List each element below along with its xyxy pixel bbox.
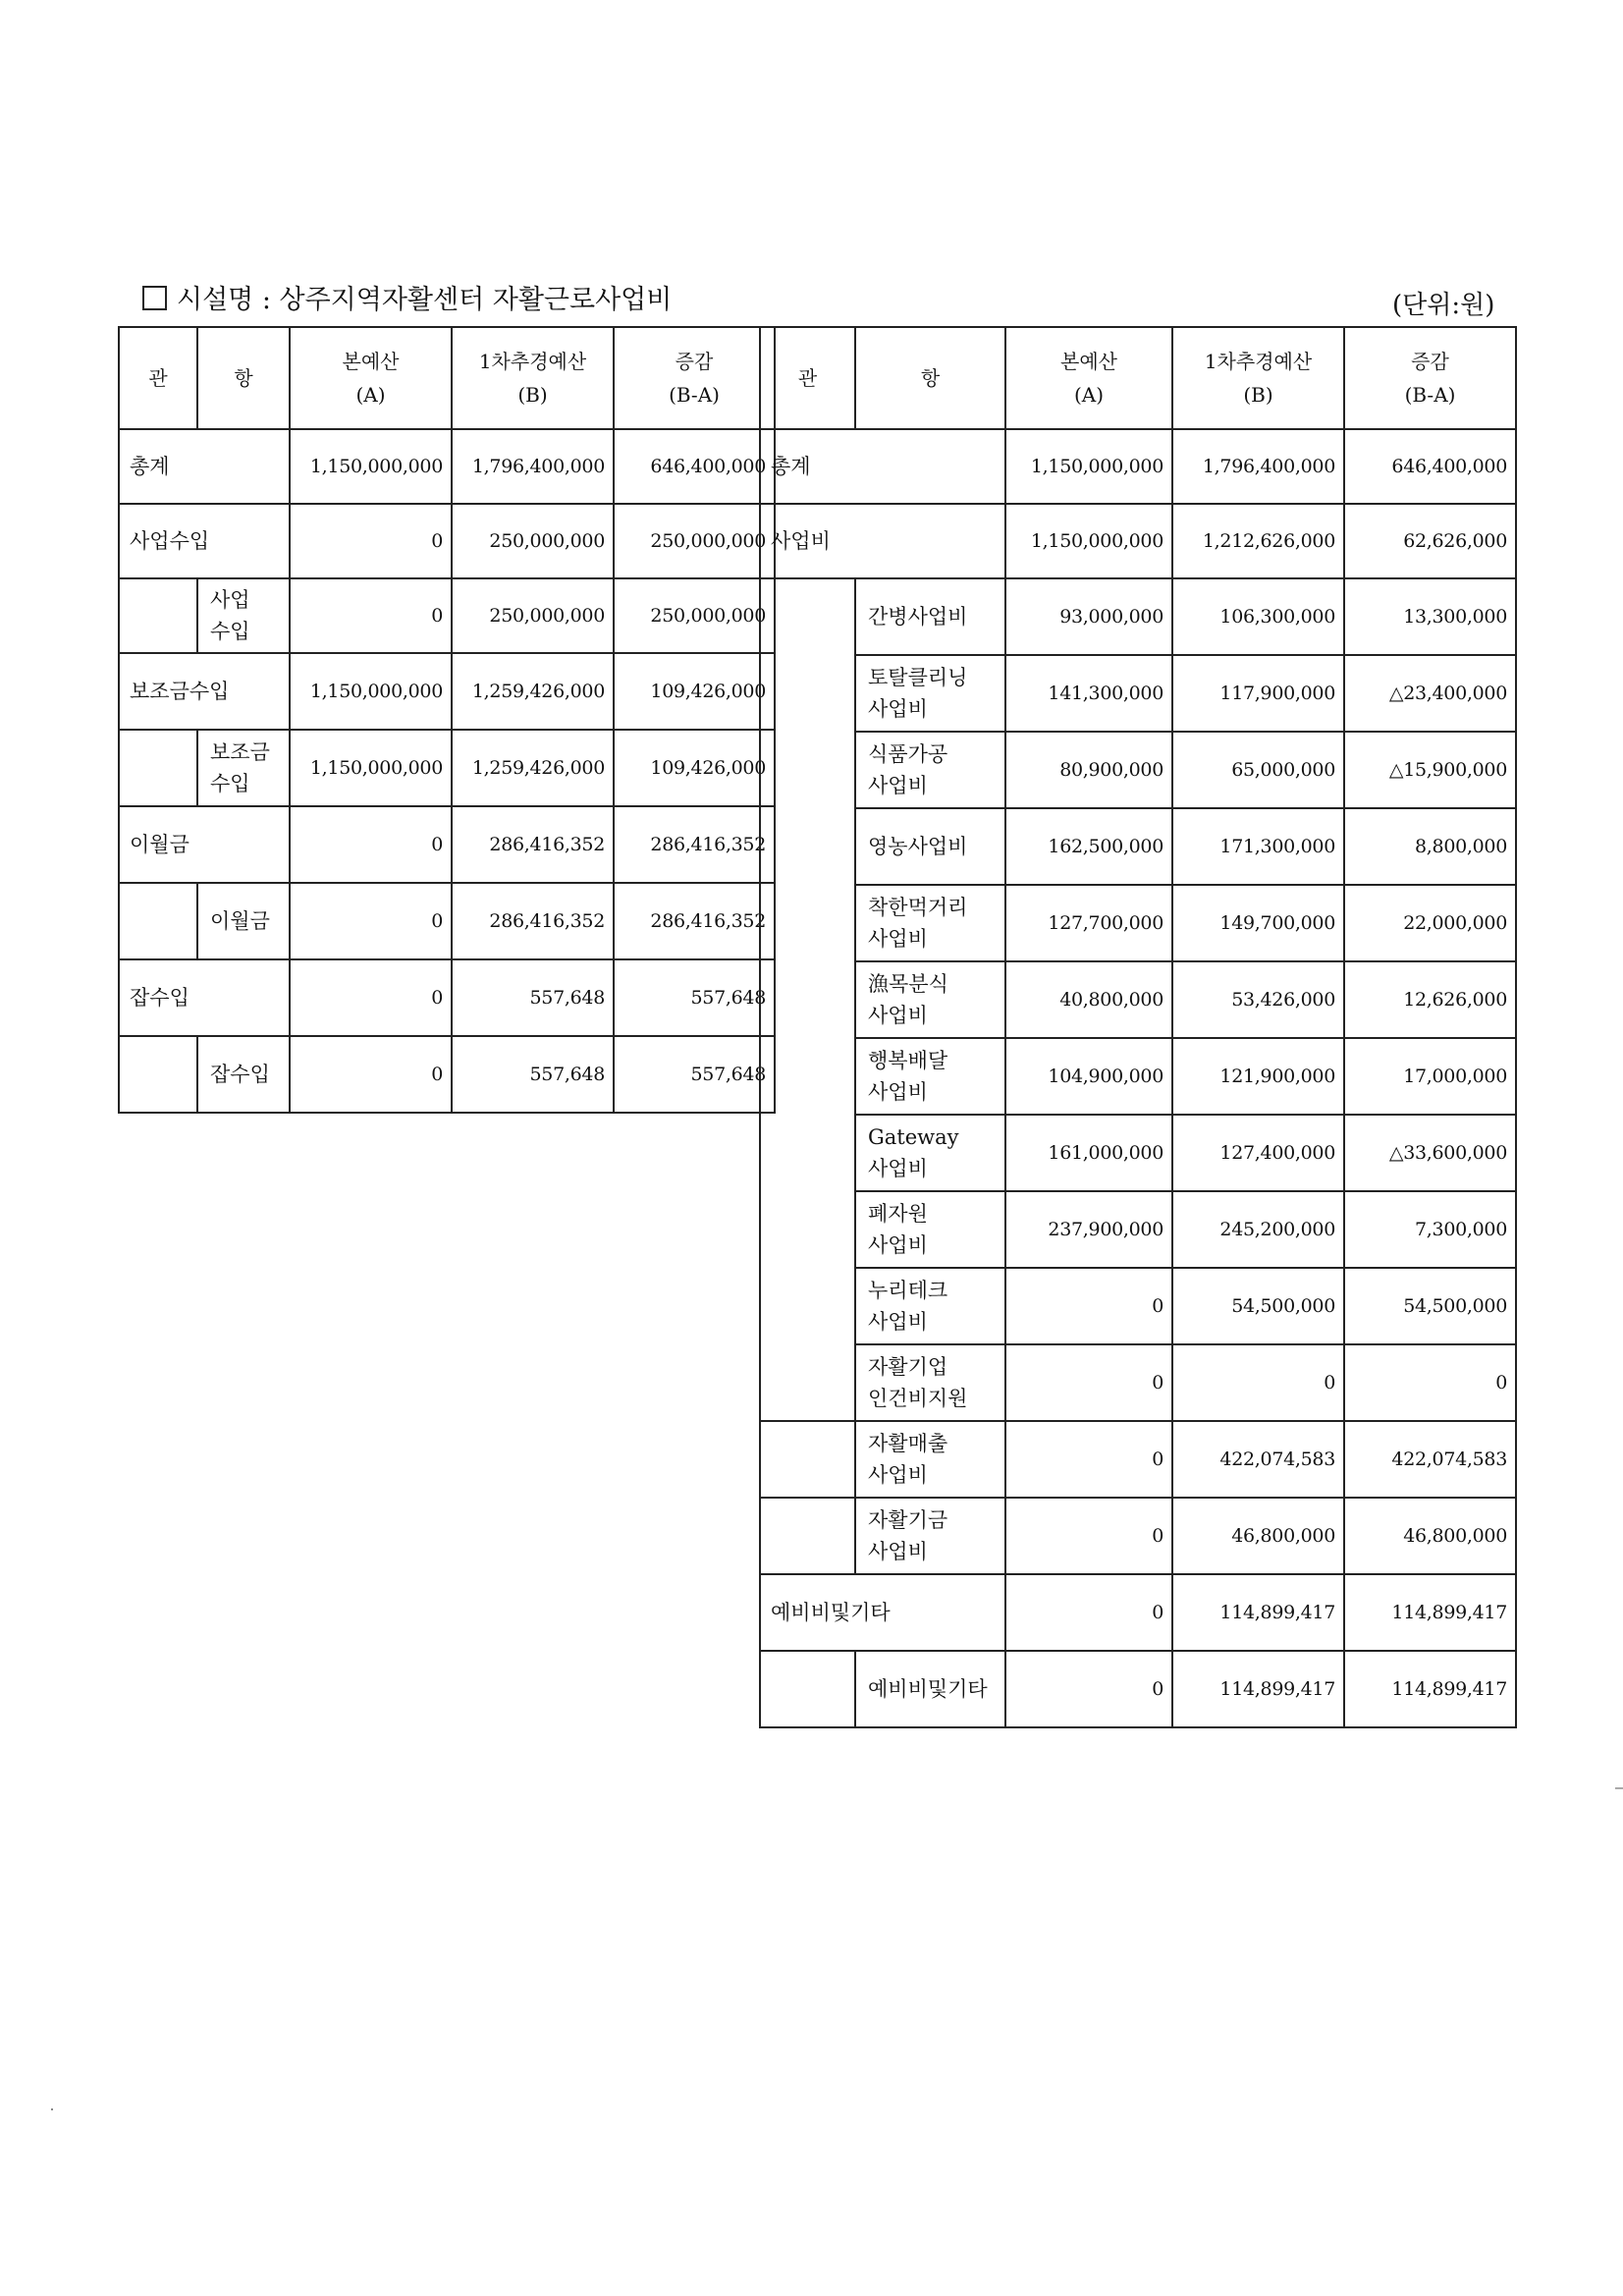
header-first-supplementary: 1차추경예산 (B) [1172,327,1344,429]
unit-label: (단위:원) [1392,291,1495,320]
value-b: 1,212,626,000 [1172,504,1344,578]
value-b: 53,426,000 [1172,961,1344,1038]
value-a: 0 [290,504,452,578]
value-a: 0 [1005,1498,1172,1574]
value-diff: 109,426,000 [614,730,775,806]
checkbox-square-icon [142,286,167,310]
table-row [760,1651,1516,1727]
table-row [119,429,775,504]
row-label: 보조금수입 [119,653,290,730]
value-a: 0 [1005,1421,1172,1498]
table-row [760,885,1516,961]
row-sublabel: 자활기업 인건비지원 [855,1344,1005,1421]
expense-table [759,326,1517,1728]
header-difference: 증감 (B-A) [614,327,775,429]
row-sublabel: 자활매출 사업비 [855,1421,1005,1498]
value-a: 93,000,000 [1005,578,1172,655]
row-label: 이월금 [119,806,290,883]
value-a: 141,300,000 [1005,655,1172,732]
document-title [142,278,672,316]
value-diff: 17,000,000 [1344,1038,1516,1115]
row-sublabel: 누리테크 사업비 [855,1268,1005,1344]
table-row [119,730,775,806]
header-gwan: 관 [760,327,855,429]
header-difference: 증감 (B-A) [1344,327,1516,429]
value-b: 286,416,352 [452,883,614,959]
table-row [119,1036,775,1113]
scan-margin-mark [1615,1787,1623,1789]
facility-title: 시설명 : 상주지역자활센터 자활근로사업비 [177,285,673,315]
value-a: 162,500,000 [1005,808,1172,885]
empty-cell [760,1421,855,1498]
value-diff: 62,626,000 [1344,504,1516,578]
revenue-table [118,326,776,1114]
row-sublabel: 사업 수입 [197,578,290,653]
value-b: 171,300,000 [1172,808,1344,885]
value-diff: 12,626,000 [1344,961,1516,1038]
table-row [760,1191,1516,1268]
table-row [760,1115,1516,1191]
value-b: 54,500,000 [1172,1268,1344,1344]
table-row [760,732,1516,808]
header-hang: 항 [855,327,1005,429]
revenue-header-row [119,327,775,429]
header-original-budget: 본예산 (A) [1005,327,1172,429]
row-label: 잡수입 [119,959,290,1036]
table-row [760,1574,1516,1651]
value-diff: △23,400,000 [1344,655,1516,732]
value-diff: △33,600,000 [1344,1115,1516,1191]
header-first-supplementary: 1차추경예산 (B) [452,327,614,429]
value-a: 1,150,000,000 [1005,504,1172,578]
empty-cell [760,1651,855,1727]
value-b: 117,900,000 [1172,655,1344,732]
table-row [119,883,775,959]
value-diff: 422,074,583 [1344,1421,1516,1498]
value-diff: 7,300,000 [1344,1191,1516,1268]
value-b: 149,700,000 [1172,885,1344,961]
row-label: 예비비및기타 [760,1574,1005,1651]
value-b: 114,899,417 [1172,1651,1344,1727]
empty-cell [119,1036,197,1113]
value-a: 0 [290,806,452,883]
empty-cell [119,578,197,653]
value-b: 557,648 [452,1036,614,1113]
row-sublabel: 폐자원 사업비 [855,1191,1005,1268]
empty-cell [760,578,855,1421]
row-label: 사업비 [760,504,1005,578]
value-diff: 286,416,352 [614,883,775,959]
row-sublabel: 행복배달 사업비 [855,1038,1005,1115]
row-sublabel: 영농사업비 [855,808,1005,885]
value-b: 0 [1172,1344,1344,1421]
value-a: 127,700,000 [1005,885,1172,961]
value-diff: 557,648 [614,1036,775,1113]
value-diff: 8,800,000 [1344,808,1516,885]
value-diff: 557,648 [614,959,775,1036]
value-b: 1,796,400,000 [452,429,614,504]
value-diff: 13,300,000 [1344,578,1516,655]
value-b: 422,074,583 [1172,1421,1344,1498]
row-label: 총계 [760,429,1005,504]
table-row [760,808,1516,885]
header-original-budget: 본예산 (A) [290,327,452,429]
value-diff: △15,900,000 [1344,732,1516,808]
table-row [119,653,775,730]
row-sublabel: 漁목분식 사업비 [855,961,1005,1038]
value-b: 46,800,000 [1172,1498,1344,1574]
value-diff: 646,400,000 [614,429,775,504]
table-row [119,806,775,883]
value-a: 0 [290,1036,452,1113]
value-diff: 46,800,000 [1344,1498,1516,1574]
value-diff: 286,416,352 [614,806,775,883]
value-a: 237,900,000 [1005,1191,1172,1268]
value-a: 40,800,000 [1005,961,1172,1038]
row-sublabel: 보조금 수입 [197,730,290,806]
value-a: 1,150,000,000 [1005,429,1172,504]
table-row [760,429,1516,504]
empty-cell [119,730,197,806]
value-a: 0 [1005,1268,1172,1344]
value-b: 121,900,000 [1172,1038,1344,1115]
value-b: 250,000,000 [452,504,614,578]
value-b: 286,416,352 [452,806,614,883]
value-b: 1,796,400,000 [1172,429,1344,504]
row-sublabel: 이월금 [197,883,290,959]
value-diff: 114,899,417 [1344,1574,1516,1651]
value-a: 0 [1005,1344,1172,1421]
table-row [760,655,1516,732]
value-diff: 0 [1344,1344,1516,1421]
value-b: 250,000,000 [452,578,614,653]
value-a: 161,000,000 [1005,1115,1172,1191]
value-b: 106,300,000 [1172,578,1344,655]
empty-cell [119,883,197,959]
row-sublabel: 예비비및기타 [855,1651,1005,1727]
empty-cell [760,1498,855,1574]
value-a: 104,900,000 [1005,1038,1172,1115]
row-sublabel: 간병사업비 [855,578,1005,655]
value-b: 65,000,000 [1172,732,1344,808]
table-row [760,961,1516,1038]
value-b: 557,648 [452,959,614,1036]
header-gwan: 관 [119,327,197,429]
value-a: 0 [1005,1651,1172,1727]
value-b: 114,899,417 [1172,1574,1344,1651]
value-diff: 250,000,000 [614,504,775,578]
value-a: 0 [1005,1574,1172,1651]
value-a: 1,150,000,000 [290,429,452,504]
row-sublabel: Gateway 사업비 [855,1115,1005,1191]
value-b: 127,400,000 [1172,1115,1344,1191]
value-a: 0 [290,959,452,1036]
row-sublabel: 토탈클리닝 사업비 [855,655,1005,732]
value-diff: 109,426,000 [614,653,775,730]
value-b: 1,259,426,000 [452,653,614,730]
table-row [760,504,1516,578]
expense-header-row [760,327,1516,429]
table-row [760,1421,1516,1498]
value-a: 80,900,000 [1005,732,1172,808]
table-row [119,578,775,653]
row-sublabel: 착한먹거리 사업비 [855,885,1005,961]
value-a: 0 [290,578,452,653]
table-row [760,1038,1516,1115]
value-diff: 114,899,417 [1344,1651,1516,1727]
value-b: 245,200,000 [1172,1191,1344,1268]
row-sublabel: 자활기금 사업비 [855,1498,1005,1574]
row-label: 사업수입 [119,504,290,578]
table-row [760,1344,1516,1421]
value-diff: 646,400,000 [1344,429,1516,504]
value-a: 1,150,000,000 [290,653,452,730]
value-a: 0 [290,883,452,959]
table-row [760,1268,1516,1344]
table-row [119,959,775,1036]
table-row [760,1498,1516,1574]
table-row [760,578,1516,655]
scan-dot-mark [51,2108,53,2110]
value-diff: 250,000,000 [614,578,775,653]
row-sublabel: 잡수입 [197,1036,290,1113]
value-diff: 22,000,000 [1344,885,1516,961]
header-hang: 항 [197,327,290,429]
row-label: 총계 [119,429,290,504]
value-diff: 54,500,000 [1344,1268,1516,1344]
row-sublabel: 식품가공 사업비 [855,732,1005,808]
table-row [119,504,775,578]
value-b: 1,259,426,000 [452,730,614,806]
value-a: 1,150,000,000 [290,730,452,806]
